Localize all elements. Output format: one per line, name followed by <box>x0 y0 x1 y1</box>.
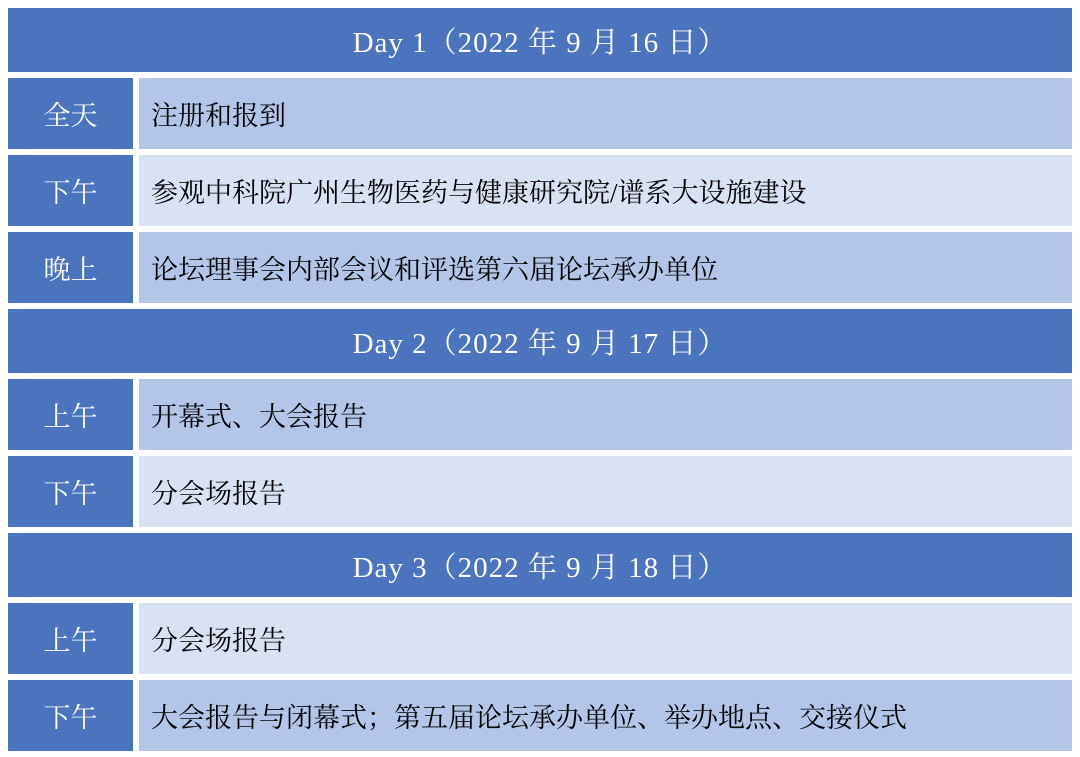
day-3-header: Day 3（2022 年 9 月 18 日） <box>8 533 1072 597</box>
table-row <box>8 379 1072 450</box>
table-row <box>8 680 1072 751</box>
time-cell: 上午 <box>8 603 133 674</box>
time-cell: 下午 <box>8 456 133 527</box>
conference-schedule-table <box>2 2 1078 757</box>
time-cell: 全天 <box>8 78 133 149</box>
table-row <box>8 456 1072 527</box>
time-cell: 下午 <box>8 155 133 226</box>
time-cell: 晚上 <box>8 232 133 303</box>
activity-cell: 论坛理事会内部会议和评选第六届论坛承办单位 <box>139 232 1072 303</box>
activity-cell: 注册和报到 <box>139 78 1072 149</box>
activity-cell: 开幕式、大会报告 <box>139 379 1072 450</box>
table-row <box>8 533 1072 597</box>
activity-cell: 参观中科院广州生物医药与健康研究院/谱系大设施建设 <box>139 155 1072 226</box>
activity-cell: 大会报告与闭幕式；第五届论坛承办单位、举办地点、交接仪式 <box>139 680 1072 751</box>
time-cell: 上午 <box>8 379 133 450</box>
table-row <box>8 309 1072 373</box>
table-row <box>8 155 1072 226</box>
activity-cell: 分会场报告 <box>139 603 1072 674</box>
time-cell: 下午 <box>8 680 133 751</box>
day-2-header: Day 2（2022 年 9 月 17 日） <box>8 309 1072 373</box>
day-1-header: Day 1（2022 年 9 月 16 日） <box>8 8 1072 72</box>
table-row <box>8 232 1072 303</box>
table-row <box>8 8 1072 72</box>
table-row <box>8 78 1072 149</box>
table-row <box>8 603 1072 674</box>
activity-cell: 分会场报告 <box>139 456 1072 527</box>
